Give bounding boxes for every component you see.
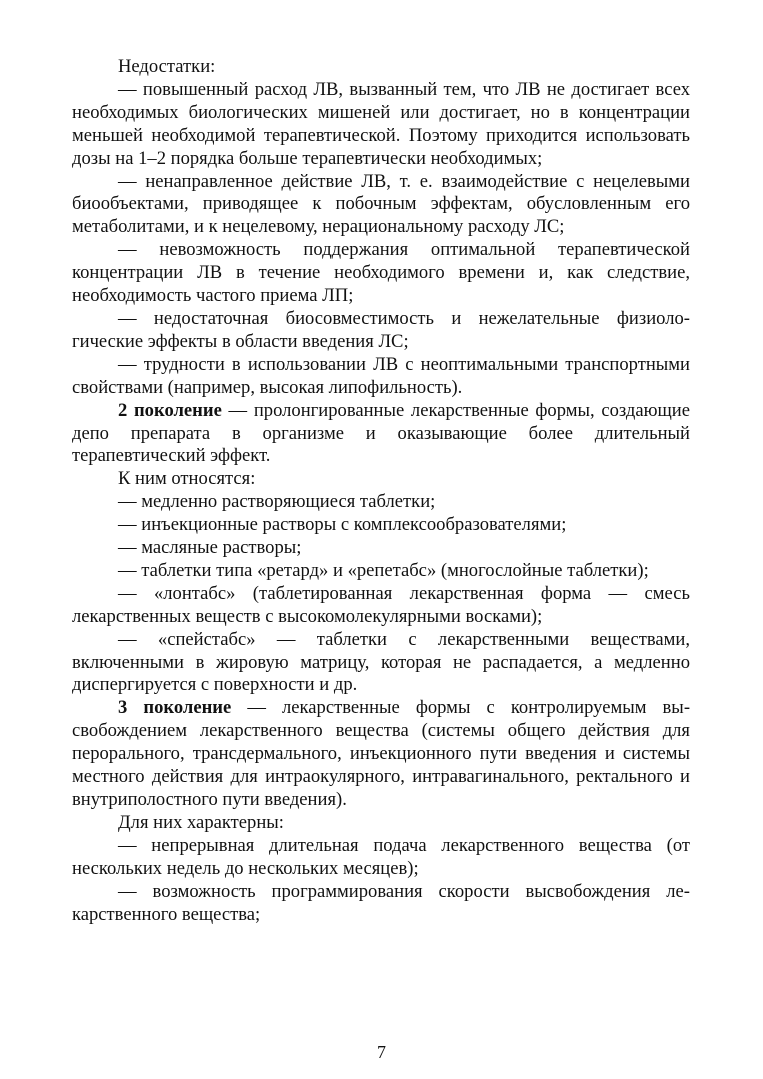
gen3-item-2: — возможность программирования скорости высвобождения лекарственного вещества; bbox=[72, 880, 690, 925]
gen3-definition: — лекарственные формы с контролируемым высвобождением лекарственного вещества (системы общего действия для перорального, трансдермального, инъекционного пути введения и системы местного действия для интраокулярного, интравагинального, ректального и внутриполостного пути введения). bbox=[72, 697, 691, 810]
gen2-item-1: — медленно растворяющиеся таблетки; bbox=[118, 491, 436, 513]
shortcoming-item-5: — трудности в использовании ЛВ с неоптимальными транспортными свойствами (например, высокая липофильность). bbox=[72, 353, 690, 398]
shortcoming-item-1: — повышенный расход ЛВ, вызванный тем, что ЛВ не достигает всех необходимых биологических мишеней или достигает, но в концентрации меньшей необходимой терапевтической. Поэтому приходится использовать дозы на 1–2 порядка больше терапевтически необходимых; bbox=[72, 78, 690, 169]
gen3-intro: Для них характерны: bbox=[118, 811, 284, 833]
page-number: 7 bbox=[377, 1042, 386, 1062]
shortcoming-item-3: — невозможность поддержания оптимальной терапевтической концентрации ЛВ в течение необходимого времени и, как следствие, необходимость частого приема ЛП; bbox=[72, 239, 690, 307]
document-body bbox=[72, 56, 690, 926]
gen2-term: 2 поколение bbox=[118, 399, 222, 421]
gen3-item-1: — непрерывная длительная подача лекарственного вещества (от нескольких недель до нескольких месяцев); bbox=[72, 834, 690, 879]
gen2-item-5: — «лонтабс» (таблетированная лекарственная форма — смесь лекарственных веществ с высокомолекулярными восками); bbox=[72, 582, 690, 627]
gen3-term: 3 поколение bbox=[118, 697, 232, 719]
gen2-definition: — пролонгированные лекарственные формы, создающие депо препарата в организме и оказывающие более длительный терапевтический эффект. bbox=[72, 399, 691, 467]
gen3-paragraph bbox=[72, 697, 690, 812]
shortcoming-item-4: — недостаточная биосовместимость и нежелательные физиологические эффекты в области введения ЛС; bbox=[72, 307, 690, 352]
heading-shortcomings: Недостатки: bbox=[118, 56, 216, 77]
gen2-item-3: — масляные растворы; bbox=[118, 537, 302, 559]
gen2-item-4: — таблетки типа «ретард» и «репетабс» (многослойные таблетки); bbox=[118, 559, 649, 581]
shortcoming-item-2: — ненаправленное действие ЛВ, т. е. взаимодействие с нецелевыми биообъектами, приводящее к побочным эффектам, обусловленным его метаболитами, и к нецелевому, нерациональному расходу ЛС; bbox=[72, 170, 690, 238]
gen2-item-2: — инъекционные растворы с комплексообразователями; bbox=[118, 514, 567, 536]
gen2-item-6: — «спейстабс» — таблетки с лекарственными веществами, включенными в жировую матрицу, которая не распадается, а медленно диспергируется с поверхности и др. bbox=[72, 628, 690, 696]
gen2-intro: К ним относятся: bbox=[118, 468, 256, 490]
gen2-paragraph bbox=[72, 400, 690, 469]
